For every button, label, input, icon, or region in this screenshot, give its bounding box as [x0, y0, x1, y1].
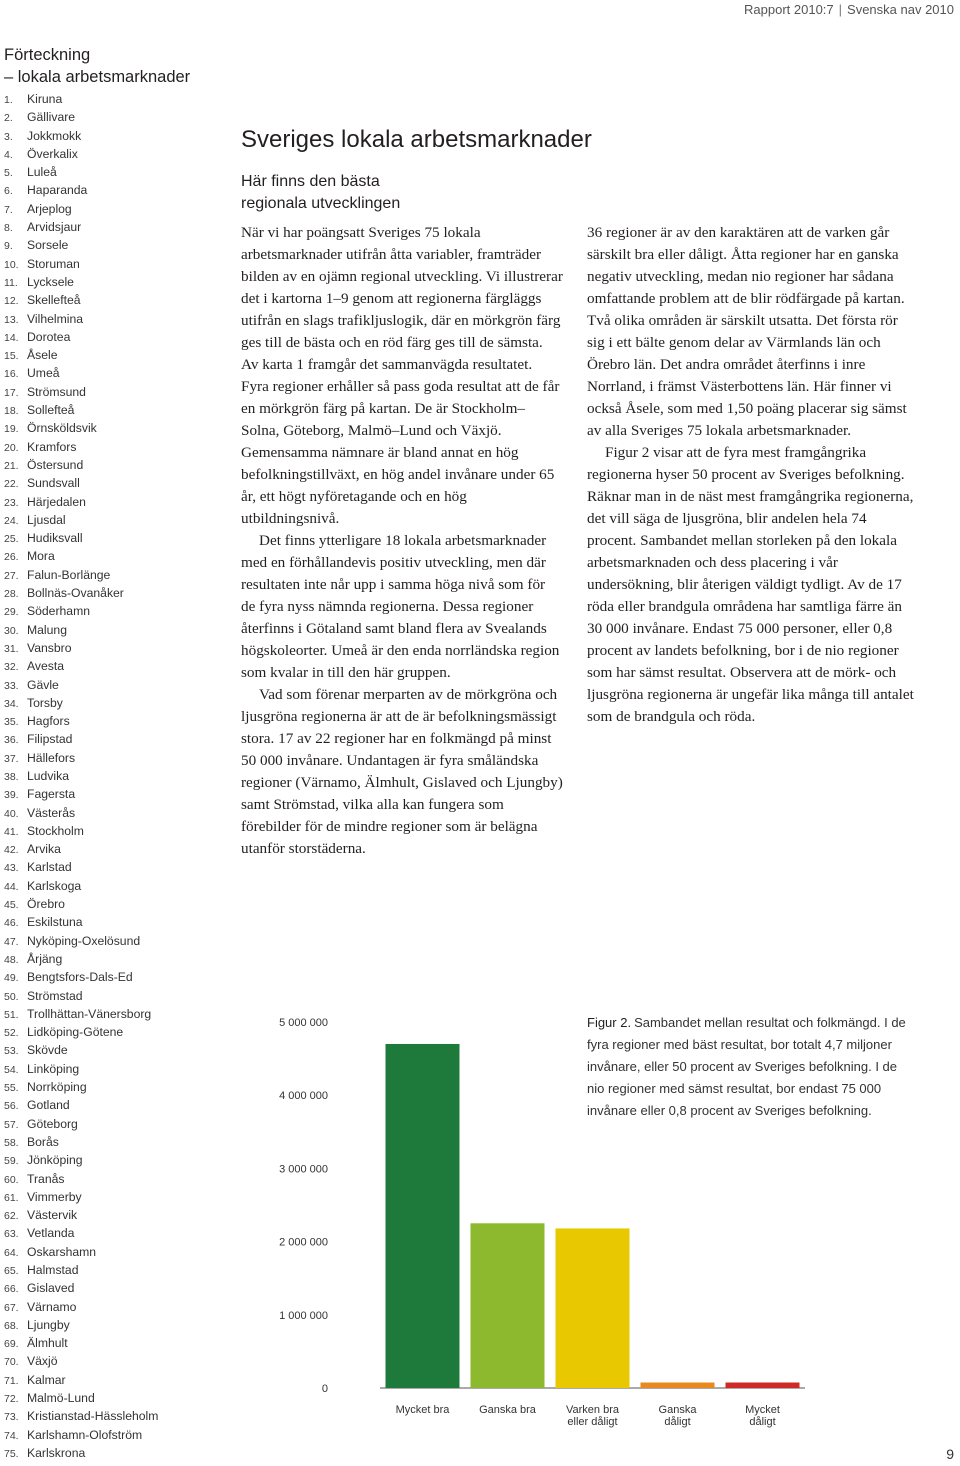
region-number: 38.	[4, 770, 19, 783]
region-list-item	[4, 1279, 234, 1297]
region-list-item	[4, 767, 234, 785]
region-list-item	[4, 108, 234, 126]
population-bar-chart	[260, 1005, 820, 1435]
region-name: Linköping	[27, 1061, 80, 1076]
region-name: Jokkmokk	[27, 128, 82, 143]
y-tick-label: 4 000 000	[279, 1090, 328, 1103]
region-list-item	[4, 566, 234, 584]
region-list-item	[4, 383, 234, 401]
region-list-item	[4, 877, 234, 895]
region-number: 50.	[4, 990, 19, 1003]
region-name: Norrköping	[27, 1080, 87, 1095]
publication-title: Svenska nav 2010	[847, 2, 954, 17]
region-name: Åsele	[27, 348, 58, 363]
region-number: 3.	[4, 130, 13, 143]
region-list-item	[4, 749, 234, 767]
subtitle-line2: regionala utvecklingen	[241, 195, 401, 212]
body-paragraph: När vi har poängsatt Sveriges 75 lokala arbetsmarknader utifrån åtta variabler, framträder bilden av en ojämn regional utveckling. Vi illustrerar det i kartorna 1–9 genom att regionerna färgläggs utifrån en slags trafikljuslogik, där en mörkgrön färg ges till de bästa och en röd färg ges till de sämsta. Av karta 1 framgår det sammanvägda resultatet. Fyra regioner erhåller så pass goda resultat att de får en mörkgrön färg på kartan. De är Stockholm–Solna, Göteborg, Malmö–Lund och Växjö. Gemensamma nämnare är bland annat en hög befolkningstillväxt, en hög andel invånare under 65 år, ett högt nyföretagande och en hög utbildningsnivå.	[241, 224, 563, 527]
sidebar-title-line1: Förteckning	[4, 46, 91, 64]
region-number: 22.	[4, 478, 19, 491]
region-number: 15.	[4, 350, 19, 363]
region-name: Värnamo	[27, 1299, 77, 1314]
region-name: Bollnäs-Ovanåker	[27, 586, 124, 601]
region-number: 58.	[4, 1136, 19, 1149]
region-number: 51.	[4, 1008, 19, 1021]
region-number: 8.	[4, 222, 13, 235]
region-name: Gävle	[27, 677, 59, 692]
region-list-item	[4, 1060, 234, 1078]
region-name: Oskarshamn	[27, 1244, 97, 1259]
region-name: Östersund	[27, 457, 84, 472]
region-list-item	[4, 493, 234, 511]
bar-1	[471, 1223, 545, 1388]
region-name: Borås	[27, 1134, 59, 1149]
region-list-item	[4, 1298, 234, 1316]
region-list-item	[4, 181, 234, 199]
region-list-item	[4, 547, 234, 565]
region-name: Karlskrona	[27, 1445, 86, 1460]
region-list-item	[4, 639, 234, 657]
region-number: 39.	[4, 789, 19, 802]
region-name: Sollefteå	[27, 403, 75, 418]
region-list-item	[4, 310, 234, 328]
region-number: 56.	[4, 1100, 19, 1113]
x-category-label: Ganska bra	[479, 1404, 536, 1416]
region-list-item	[4, 163, 234, 181]
region-number: 49.	[4, 972, 19, 985]
region-list-item	[4, 1371, 234, 1389]
region-name: Lidköping-Götene	[27, 1025, 124, 1040]
region-number: 37.	[4, 752, 19, 765]
region-number: 48.	[4, 953, 19, 966]
region-number: 36.	[4, 734, 19, 747]
region-number: 62.	[4, 1210, 19, 1223]
region-name: Malmö-Lund	[27, 1391, 95, 1406]
x-category-label: Mycket	[745, 1404, 780, 1416]
sidebar-title-line2: – lokala arbetsmarknader	[4, 68, 191, 86]
region-list-item	[4, 584, 234, 602]
region-number: 45.	[4, 899, 19, 912]
region-name: Överkalix	[27, 146, 78, 161]
region-number: 9.	[4, 240, 13, 253]
region-number: 69.	[4, 1338, 19, 1351]
x-category-label: Ganska	[658, 1404, 697, 1416]
region-name: Västervik	[27, 1208, 78, 1223]
region-list-item	[4, 328, 234, 346]
region-number: 64.	[4, 1246, 19, 1259]
body-paragraph: Det finns ytterligare 18 lokala arbetsmarknader med en förhållandevis positiv utveckling, men där resultaten inte når upp i samma höga nivå som för de fyra nyss nämnda regionerna. Dessa regioner återfinns i Götaland samt bland flera av Svealands högskoleorter. Umeå är den enda norrländska region som kvalar in till den här gruppen.	[241, 532, 560, 681]
body-paragraph: Figur 2 visar att de fyra mest framgångrika regionerna hyser 50 procent av Sveriges befolkning. Räknar man in de näst mest framgångrika regionerna, det vill säga de ljusgröna, blir andelen hela 74 procent. Sambandet mellan storleken på den lokala arbetsmarknaden och dess placering i vår undersökning, blir återigen väldigt tydligt. Av de 17 röda eller brandgula områdena har samtliga färre än 30 000 invånare. Endast 75 000 personer, eller 0,8 procent av landets befolkning, bor i de nio regioner som har sämst resultat. Observera att de mörk- och ljusgröna regionerna är ungefär lika många till antalet som de brandgula och röda.	[587, 444, 914, 725]
region-number: 68.	[4, 1319, 19, 1332]
region-number: 18.	[4, 405, 19, 418]
region-name: Luleå	[27, 165, 57, 180]
region-list-item	[4, 1170, 234, 1188]
region-number: 46.	[4, 917, 19, 930]
region-name: Sundsvall	[27, 476, 80, 491]
region-name: Kiruna	[27, 92, 63, 106]
region-list-item	[4, 1334, 234, 1352]
article-title: Sveriges lokala arbetsmarknader	[241, 126, 592, 153]
region-name: Härjedalen	[27, 494, 86, 509]
region-number: 59.	[4, 1155, 19, 1168]
region-number: 16.	[4, 368, 19, 381]
running-header	[744, 2, 954, 17]
region-list-item	[4, 602, 234, 620]
region-name: Karlshamn-Olofström	[27, 1427, 143, 1442]
region-list-item	[4, 1005, 234, 1023]
x-category-label: dåligt	[749, 1416, 776, 1428]
region-list-item	[4, 1023, 234, 1041]
region-number: 19.	[4, 423, 19, 436]
region-list-item	[4, 456, 234, 474]
region-name: Ludvika	[27, 768, 70, 783]
region-name: Nyköping-Oxelösund	[27, 933, 141, 948]
region-list-item	[4, 401, 234, 419]
region-number: 34.	[4, 697, 19, 710]
region-name: Vansbro	[27, 640, 72, 655]
region-number: 20.	[4, 441, 19, 454]
region-number: 55.	[4, 1082, 19, 1095]
region-number: 25.	[4, 533, 19, 546]
region-number: 2.	[4, 112, 13, 125]
region-number: 67.	[4, 1301, 19, 1314]
region-number: 31.	[4, 642, 19, 655]
region-list-item	[4, 1151, 234, 1169]
region-list-item	[4, 804, 234, 822]
region-list-item	[4, 1407, 234, 1425]
region-number: 27.	[4, 569, 19, 582]
report-number: Rapport 2010:7	[744, 2, 834, 17]
region-number: 52.	[4, 1027, 19, 1040]
region-number: 40.	[4, 807, 19, 820]
region-name: Gislaved	[27, 1281, 75, 1296]
region-name: Tranås	[27, 1171, 65, 1186]
region-name: Arvidsjaur	[27, 220, 82, 235]
region-list-item	[4, 145, 234, 163]
region-list-item	[4, 621, 234, 639]
region-list-item	[4, 364, 234, 382]
region-number: 14.	[4, 331, 19, 344]
region-number: 53.	[4, 1045, 19, 1058]
region-name: Arjeplog	[27, 201, 72, 216]
bar-2	[556, 1228, 630, 1388]
region-list-item	[4, 987, 234, 1005]
x-category-label: Mycket bra	[395, 1404, 450, 1416]
region-list-item	[4, 694, 234, 712]
region-list-item	[4, 1261, 234, 1279]
region-name: Eskilstuna	[27, 915, 83, 930]
region-list-item	[4, 1206, 234, 1224]
article-left-column	[241, 222, 563, 860]
region-number: 33.	[4, 679, 19, 692]
region-list-item	[4, 255, 234, 273]
region-name: Gällivare	[27, 110, 76, 125]
region-name: Halmstad	[27, 1263, 79, 1277]
region-number: 57.	[4, 1118, 19, 1131]
region-name: Hällefors	[27, 750, 76, 765]
region-name: Västerås	[27, 805, 76, 820]
region-list-item	[4, 1041, 234, 1059]
region-number: 41.	[4, 825, 19, 838]
region-list-item	[4, 1096, 234, 1114]
region-list-item	[4, 712, 234, 730]
region-name: Mora	[27, 549, 55, 564]
region-number: 23.	[4, 496, 19, 509]
region-list-item	[4, 676, 234, 694]
region-name: Umeå	[27, 366, 60, 381]
region-number: 70.	[4, 1356, 19, 1369]
region-list-item	[4, 200, 234, 218]
region-list-item	[4, 840, 234, 858]
region-name: Årjäng	[27, 951, 63, 966]
region-name: Arvika	[27, 842, 61, 857]
region-number: 73.	[4, 1411, 19, 1424]
region-number: 7.	[4, 203, 13, 216]
region-name: Strömstad	[27, 988, 83, 1003]
region-name: Skövde	[27, 1043, 68, 1058]
region-list-item	[4, 822, 234, 840]
region-list-item	[4, 346, 234, 364]
region-name: Dorotea	[27, 329, 71, 344]
region-list-item	[4, 968, 234, 986]
region-list-item	[4, 1115, 234, 1133]
region-list-item	[4, 218, 234, 236]
region-name: Hudiksvall	[27, 531, 83, 546]
region-name: Haparanda	[27, 183, 88, 198]
region-number: 74.	[4, 1429, 19, 1442]
region-name: Fagersta	[27, 787, 76, 802]
region-number: 13.	[4, 313, 19, 326]
figure-label: Figur 2.	[587, 1015, 632, 1030]
region-name: Kalmar	[27, 1372, 66, 1387]
region-name: Örnsköldsvik	[27, 421, 97, 436]
region-name: Bengtsfors-Dals-Ed	[27, 970, 133, 985]
region-list-item	[4, 90, 234, 108]
region-number: 61.	[4, 1191, 19, 1204]
region-list-item	[4, 913, 234, 931]
x-category-label: Varken bra	[566, 1404, 619, 1416]
region-number: 30.	[4, 624, 19, 637]
bar-3	[641, 1383, 715, 1388]
region-name: Strömsund	[27, 384, 86, 399]
region-number: 35.	[4, 716, 19, 729]
region-number: 29.	[4, 606, 19, 619]
region-number: 1.	[4, 94, 13, 106]
region-name: Lycksele	[27, 274, 74, 289]
region-list-item	[4, 1224, 234, 1242]
region-number: 54.	[4, 1063, 19, 1076]
region-number: 47.	[4, 935, 19, 948]
region-list-item	[4, 291, 234, 309]
y-tick-label: 2 000 000	[279, 1236, 328, 1249]
region-name: Ljusdal	[27, 512, 66, 527]
body-paragraph: 36 regioner är av den karaktären att de varken går särskilt bra eller dåligt. Åtta regioner har en ganska negativ utveckling, medan nio regioner har sådana omfattande problem att de blir rödfärgade på kartan. Två olika områden är särskilt utsatta. Det första rör sig i ett bälte genom delar av Värmlands län och Örebro län. Det andra området återfinns i inre Norrland, i främst Västerbottens län. Här finner vi också Åsele, som med 1,50 poäng placerar sig sämst av alla Sveriges 75 lokala arbetsmarknader.	[587, 224, 907, 439]
region-number: 65.	[4, 1265, 19, 1277]
region-name: Skellefteå	[27, 293, 81, 308]
region-list-item	[4, 1133, 234, 1151]
region-name: Vimmerby	[27, 1189, 82, 1204]
region-list-item	[4, 1316, 234, 1334]
region-number: 71.	[4, 1374, 19, 1387]
article-right-column	[587, 222, 917, 728]
region-number: 43.	[4, 862, 19, 875]
region-list-item	[4, 474, 234, 492]
region-list	[4, 90, 234, 1462]
y-tick-label: 1 000 000	[279, 1309, 328, 1322]
subtitle-line1: Här finns den bästa	[241, 173, 380, 190]
region-number: 24.	[4, 514, 19, 527]
region-list-item	[4, 273, 234, 291]
region-number: 60.	[4, 1173, 19, 1186]
region-list-item	[4, 1188, 234, 1206]
region-number: 75.	[4, 1447, 19, 1460]
region-name: Älmhult	[27, 1336, 68, 1351]
x-category-label: dåligt	[664, 1416, 691, 1428]
region-name: Avesta	[27, 659, 65, 674]
region-name: Filipstad	[27, 732, 73, 747]
header-divider: |	[838, 2, 843, 17]
region-name: Karlstad	[27, 860, 72, 875]
region-list-item	[4, 895, 234, 913]
region-name: Söderhamn	[27, 604, 91, 619]
x-category-label: eller dåligt	[567, 1416, 618, 1428]
region-name: Trollhättan-Vänersborg	[27, 1006, 152, 1021]
region-list-item	[4, 657, 234, 675]
region-list-item	[4, 236, 234, 254]
region-name: Vetlanda	[27, 1226, 75, 1241]
body-paragraph: Vad som förenar merparten av de mörkgröna och ljusgröna regionerna är att de är befolkningsmässigt stora. 17 av 22 regioner har en folkmängd på minst 50 000 invånare. Undantagen är fyra småländska regioner (Värnamo, Älmhult, Gislaved och Ljungby) samt Strömstad, vilka alla kan fungera som förebilder för de mindre regioner som är belägna utanför storstäderna.	[241, 686, 563, 857]
region-name: Göteborg	[27, 1116, 78, 1131]
region-list-item	[4, 438, 234, 456]
y-tick-label: 0	[321, 1383, 328, 1395]
region-number: 32.	[4, 661, 19, 674]
region-number: 21.	[4, 459, 19, 472]
region-name: Storuman	[27, 256, 80, 271]
region-list-item	[4, 1352, 234, 1370]
region-number: 63.	[4, 1228, 19, 1241]
region-name: Jönköping	[27, 1153, 83, 1168]
region-name: Vilhelmina	[27, 311, 84, 326]
bar-0	[386, 1044, 460, 1388]
region-name: Falun-Borlänge	[27, 567, 111, 582]
region-list-item	[4, 127, 234, 145]
region-list-item	[4, 1426, 234, 1444]
region-list-item	[4, 419, 234, 437]
region-name: Stockholm	[27, 823, 84, 838]
region-number: 12.	[4, 295, 19, 308]
page-number: 9	[946, 1446, 954, 1462]
region-number: 5.	[4, 167, 13, 180]
bar-4	[726, 1383, 800, 1388]
region-name: Karlskoga	[27, 878, 82, 893]
region-list-item	[4, 932, 234, 950]
region-list-item	[4, 730, 234, 748]
region-number: 10.	[4, 258, 19, 271]
sidebar-title	[4, 44, 224, 88]
region-list-item	[4, 1243, 234, 1261]
region-list-item	[4, 858, 234, 876]
y-tick-label: 5 000 000	[279, 1017, 328, 1029]
region-number: 66.	[4, 1283, 19, 1296]
region-name: Torsby	[27, 695, 63, 710]
figure-caption-text: Sambandet mellan resultat och folkmängd. I de fyra regioner med bäst resultat, bor totalt 4,7 miljoner invånare, eller 50 procent av Sveriges befolkning. I de nio regioner med sämst resultat, bor endast 75 000 invånare eller 0,8 procent av Sveriges befolkning.	[587, 1015, 906, 1118]
region-name: Örebro	[27, 897, 65, 912]
region-list-item	[4, 1078, 234, 1096]
region-number: 17.	[4, 386, 19, 399]
region-list-item	[4, 529, 234, 547]
region-number: 42.	[4, 844, 19, 857]
article-subtitle	[241, 171, 561, 215]
region-name: Växjö	[27, 1354, 58, 1369]
region-list-item	[4, 785, 234, 803]
region-number: 6.	[4, 185, 13, 198]
region-number: 4.	[4, 148, 13, 161]
region-name: Malung	[27, 622, 67, 637]
y-tick-label: 3 000 000	[279, 1163, 328, 1176]
region-list-item	[4, 1389, 234, 1407]
region-list-item	[4, 950, 234, 968]
region-name: Hagfors	[27, 714, 70, 729]
region-number: 26.	[4, 551, 19, 564]
region-name: Ljungby	[27, 1317, 70, 1332]
region-name: Sorsele	[27, 238, 69, 253]
region-list-item	[4, 511, 234, 529]
region-number: 11.	[4, 276, 18, 289]
region-name: Gotland	[27, 1098, 70, 1113]
region-number: 44.	[4, 880, 19, 893]
region-number: 28.	[4, 588, 19, 601]
region-name: Kramfors	[27, 439, 77, 454]
region-name: Kristianstad-Hässleholm	[27, 1409, 159, 1424]
region-list-item	[4, 1444, 234, 1462]
region-number: 72.	[4, 1393, 19, 1406]
